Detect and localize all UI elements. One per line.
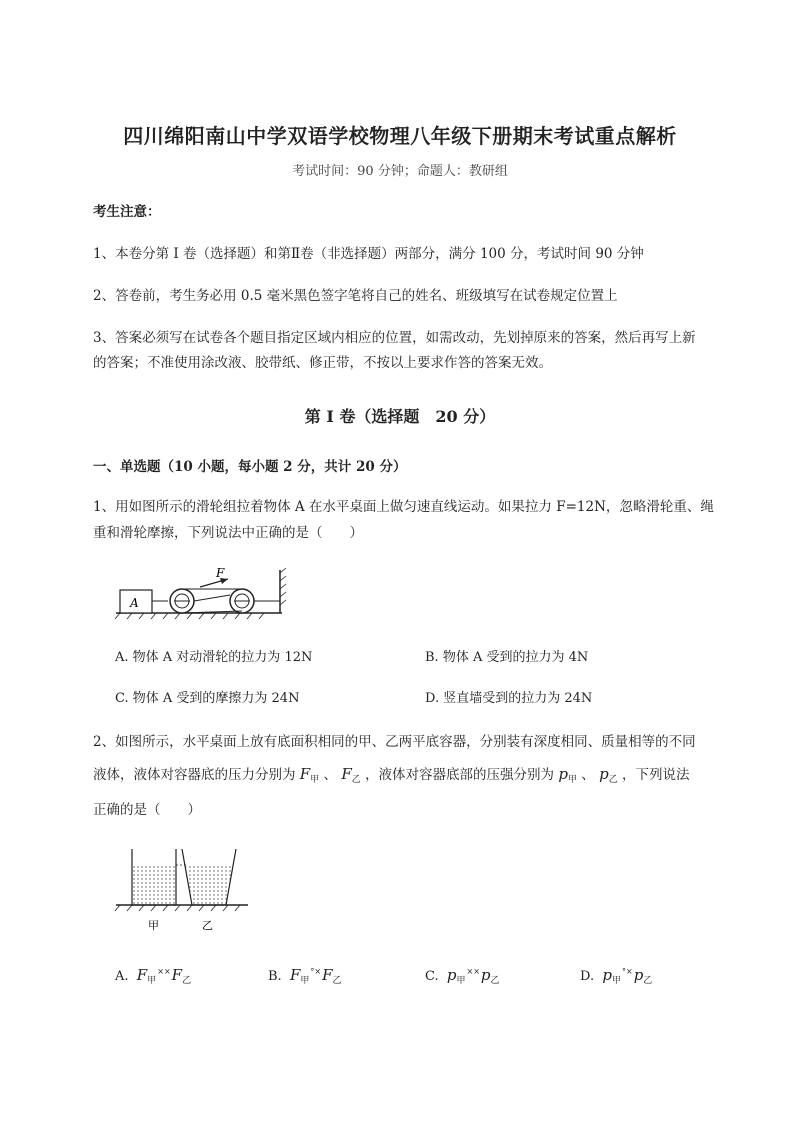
container-yi-label: 乙 [202, 919, 213, 932]
q2-option-b[interactable]: B. $F_甲^{^\circ\times}F_乙$ [268, 966, 342, 986]
p-jia-symbol: $p_甲$ [558, 765, 577, 785]
q2-stem-line2: 液体，液体对容器底的压力分别为 $F_甲$ 、 $F_乙$ ，液体对容器底部的压强分别为 $p_甲$ 、 $p_乙$ ，下列说法 [93, 765, 690, 785]
q1-option-d[interactable]: D. 竖直墙受到的拉力为 24N [425, 691, 593, 706]
pulley-figure [112, 565, 292, 620]
q2-option-d[interactable]: D. $p_甲^{^\circ\times}p_乙$ [580, 966, 653, 986]
q1-option-a[interactable]: A. 物体 A 对动滑轮的拉力为 12N [115, 650, 313, 665]
q2-stem-line1: 2、如图所示，水平桌面上放有底面积相同的甲、乙两平底容器，分别装有深度相同、质量相等的不同 [93, 734, 696, 750]
container-jia-label: 甲 [148, 919, 159, 932]
q1-option-b[interactable]: B. 物体 A 受到的拉力为 4N [425, 650, 589, 665]
notice-item-2: 2、答卷前，考生务必用 0.5 毫米黑色签字笔将自己的姓名、班级填写在试卷规定位置上 [93, 288, 618, 304]
q1-option-c[interactable]: C. 物体 A 受到的摩擦力为 24N [115, 691, 300, 706]
q1-stem-line1: 1、用如图所示的滑轮组拉着物体 A 在水平桌面上做匀速直线运动。如果拉力 F=12N，忽略滑轮重、绳 [93, 499, 714, 515]
page-title: 四川绵阳南山中学双语学校物理八年级下册期末考试重点解析 [123, 124, 677, 148]
notice-item-3: 3、答案必须写在试卷各个题目指定区域内相应的位置，如需改动，先划掉原来的答案，然后再写上新 [93, 330, 696, 346]
q2-option-a[interactable]: A. $F_甲^{\times\times}F_乙$ [115, 966, 192, 986]
f-yi-symbol: $F_乙$ [341, 765, 361, 785]
part-heading: 一、单选题（10 小题，每小题 2 分，共计 20 分） [93, 459, 407, 475]
force-f-label: F [216, 566, 225, 580]
p-yi-symbol: $p_乙$ [599, 765, 618, 785]
exam-info: 考试时间：90 分钟；命题人：教研组 [292, 164, 508, 179]
notice-heading: 考生注意： [93, 204, 161, 220]
containers-figure [112, 845, 252, 935]
section-title: 第 I 卷（选择题 20 分） [304, 407, 496, 426]
q2-option-c[interactable]: C. $p_甲^{\times\times}p_乙$ [425, 966, 500, 986]
q2-stem-line3: 正确的是（ ） [93, 802, 201, 818]
q1-stem-line2: 重和滑轮摩擦，下列说法中正确的是（ ） [93, 525, 363, 541]
notice-item-1: 1、本卷分第 I 卷（选择题）和第Ⅱ卷（非选择题）两部分，满分 100 分，考试时间 90 分钟 [93, 246, 644, 262]
notice-item-3-cont: 的答案；不准使用涂改液、胶带纸、修正带，不按以上要求作答的答案无效。 [93, 355, 552, 371]
block-a-label: A [130, 596, 139, 610]
f-jia-symbol: $F_甲$ [299, 765, 320, 785]
